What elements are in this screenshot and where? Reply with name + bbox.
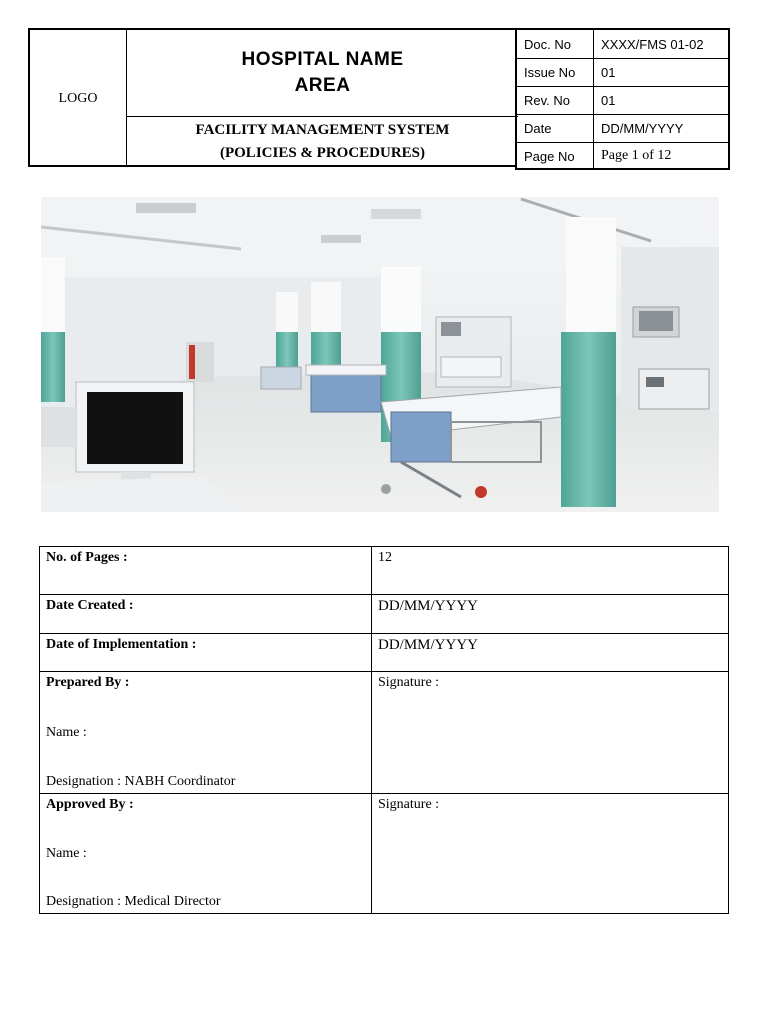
meta-value: 01 (601, 64, 616, 80)
meta-row-date (517, 114, 728, 143)
logo-placeholder (30, 30, 127, 167)
meta-row-issue-no (517, 58, 728, 87)
prepared-by-cell (40, 672, 372, 793)
prepared-by-designation: Designation : NABH Coordinator (46, 774, 236, 789)
document-header (28, 28, 730, 170)
prepared-by-signature: Signature : (378, 675, 440, 690)
label-approved-by: Approved By : (46, 797, 134, 812)
system-title-cell (127, 117, 518, 167)
meta-row-page-no (517, 142, 728, 170)
hospital-name: HOSPITAL NAME (241, 49, 404, 70)
system-subtitle: (POLICIES & PROCEDURES) (219, 145, 426, 161)
meta-label: Issue No (517, 58, 594, 86)
logo-text: LOGO (58, 90, 98, 106)
meta-value: DD/MM/YYYY (601, 120, 684, 136)
row-no-of-pages (40, 547, 728, 595)
approved-by-name: Name : (46, 845, 87, 861)
row-approved-by (40, 794, 728, 913)
approved-by-cell (40, 794, 372, 913)
ward-illustration (41, 197, 719, 512)
meta-value: XXXX/FMS 01-02 (601, 36, 704, 52)
document-meta-table (515, 28, 730, 170)
label-no-of-pages: No. of Pages : (40, 547, 372, 594)
value-no-of-pages: 12 (378, 550, 392, 565)
meta-row-doc-no (517, 30, 728, 59)
document-info-table (39, 546, 729, 914)
hospital-name-cell (127, 30, 518, 117)
meta-value: 01 (601, 92, 616, 108)
label-date-of-implementation: Date of Implementation : (40, 634, 372, 671)
meta-label: Page No (517, 142, 594, 170)
system-title: FACILITY MANAGEMENT SYSTEM (195, 122, 450, 138)
header-frame (28, 28, 516, 167)
row-date-of-implementation (40, 634, 728, 672)
value-date-of-implementation: DD/MM/YYYY (378, 637, 479, 653)
meta-row-rev-no (517, 86, 728, 115)
label-prepared-by: Prepared By : (46, 675, 130, 690)
value-date-created: DD/MM/YYYY (378, 598, 479, 614)
hospital-area: AREA (294, 75, 351, 96)
meta-label: Doc. No (517, 30, 594, 58)
meta-value: Page 1 of 12 (601, 148, 672, 163)
approved-by-designation: Designation : Medical Director (46, 894, 221, 909)
hospital-ward-photo (41, 197, 719, 512)
meta-label: Date (517, 114, 594, 142)
row-prepared-by (40, 672, 728, 794)
row-date-created (40, 595, 728, 634)
prepared-by-name: Name : (46, 724, 87, 740)
approved-by-signature: Signature : (378, 797, 440, 812)
meta-label: Rev. No (517, 86, 594, 114)
label-date-created: Date Created : (40, 595, 372, 633)
